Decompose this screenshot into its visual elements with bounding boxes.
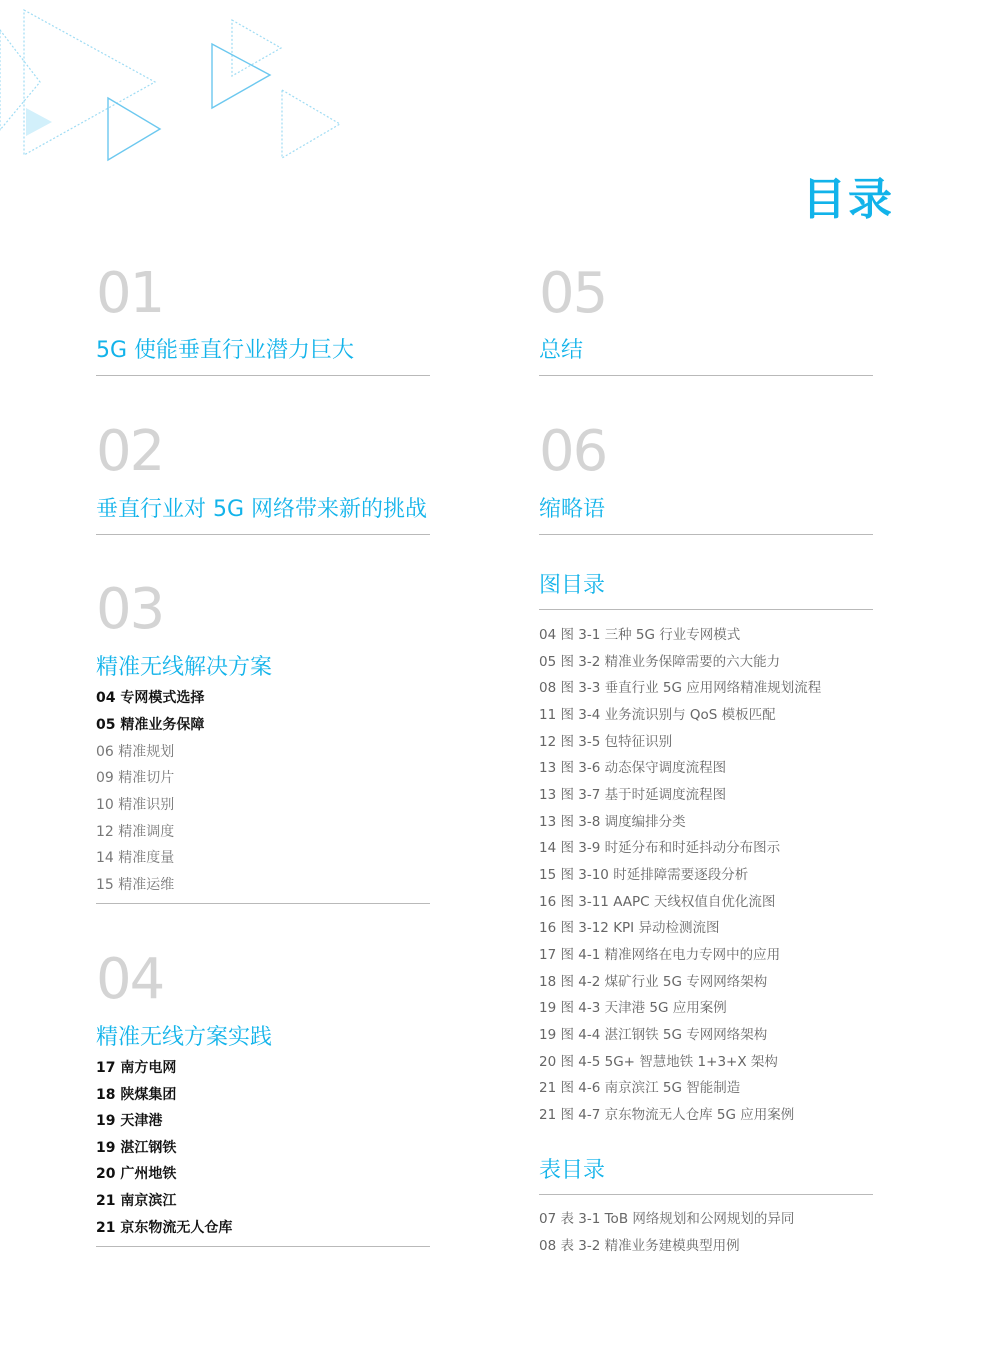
figure-item[interactable]: 17 图 4-1 精准网络在电力专网中的应用 — [539, 947, 781, 963]
figure-item[interactable]: 13 图 3-8 调度编排分类 — [539, 814, 686, 830]
section-number-01: 01 — [96, 261, 164, 326]
figure-item[interactable]: 13 图 3-7 基于时延调度流程图 — [539, 787, 727, 803]
toc-item[interactable]: 21 京东物流无人仓库 — [96, 1220, 233, 1236]
table-item[interactable]: 07 表 3-1 ToB 网络规划和公网规划的异同 — [539, 1211, 795, 1227]
figure-item[interactable]: 15 图 3-10 时延排障需要逐段分析 — [539, 867, 749, 883]
figure-item[interactable]: 19 图 4-3 天津港 5G 应用案例 — [539, 1000, 727, 1016]
section-number-05: 05 — [539, 261, 607, 326]
section-number-06: 06 — [539, 419, 607, 484]
toc-item[interactable]: 14 精准度量 — [96, 850, 175, 866]
figure-item[interactable]: 08 图 3-3 垂直行业 5G 应用网络精准规划流程 — [539, 680, 822, 696]
figure-item[interactable]: 18 图 4-2 煤矿行业 5G 专网网络架构 — [539, 974, 768, 990]
figure-item[interactable]: 19 图 4-4 湛江钢铁 5G 专网网络架构 — [539, 1027, 768, 1043]
figure-item[interactable]: 20 图 4-5 5G+ 智慧地铁 1+3+X 架构 — [539, 1054, 778, 1070]
tables-title[interactable]: 表目录 — [539, 1158, 606, 1183]
figure-item[interactable]: 04 图 3-1 三种 5G 行业专网模式 — [539, 627, 741, 643]
figure-item[interactable]: 16 图 3-12 KPI 异动检测流图 — [539, 920, 720, 936]
toc-item[interactable]: 19 天津港 — [96, 1113, 163, 1129]
section-number-02: 02 — [96, 419, 164, 484]
divider — [539, 1194, 873, 1195]
toc-item[interactable]: 17 南方电网 — [96, 1060, 177, 1076]
figure-item[interactable]: 21 图 4-7 京东物流无人仓库 5G 应用案例 — [539, 1107, 795, 1123]
toc-item[interactable]: 12 精准调度 — [96, 824, 175, 840]
toc-item[interactable]: 04 专网模式选择 — [96, 690, 205, 706]
section-title-06[interactable]: 缩略语 — [539, 497, 606, 522]
divider — [96, 375, 430, 376]
figure-item[interactable]: 12 图 3-5 包特征识别 — [539, 734, 673, 750]
divider — [96, 903, 430, 904]
table-item[interactable]: 08 表 3-2 精准业务建模典型用例 — [539, 1238, 740, 1254]
toc-item[interactable]: 18 陕煤集团 — [96, 1087, 177, 1103]
toc-item[interactable]: 10 精准识别 — [96, 797, 175, 813]
figure-item[interactable]: 13 图 3-6 动态保守调度流程图 — [539, 760, 727, 776]
toc-item[interactable]: 20 广州地铁 — [96, 1166, 177, 1182]
toc-item[interactable]: 15 精准运维 — [96, 877, 175, 893]
figure-item[interactable]: 05 图 3-2 精准业务保障需要的六大能力 — [539, 654, 781, 670]
section-title-03[interactable]: 精准无线解决方案 — [96, 655, 273, 680]
divider — [96, 1246, 430, 1247]
figures-title[interactable]: 图目录 — [539, 573, 606, 598]
section-title-04[interactable]: 精准无线方案实践 — [96, 1025, 273, 1050]
figure-item[interactable]: 11 图 3-4 业务流识别与 QoS 模板匹配 — [539, 707, 776, 723]
toc-item[interactable]: 19 湛江钢铁 — [96, 1140, 177, 1156]
section-number-03: 03 — [96, 577, 164, 642]
toc-item[interactable]: 05 精准业务保障 — [96, 717, 205, 733]
divider — [539, 609, 873, 610]
section-title-02[interactable]: 垂直行业对 5G 网络带来新的挑战 — [96, 497, 428, 522]
divider — [539, 534, 873, 535]
toc-item[interactable]: 06 精准规划 — [96, 744, 175, 760]
section-title-05[interactable]: 总结 — [539, 338, 584, 363]
figure-item[interactable]: 16 图 3-11 AAPC 天线权值自优化流图 — [539, 894, 776, 910]
figure-item[interactable]: 14 图 3-9 时延分布和时延抖动分布图示 — [539, 840, 781, 856]
section-number-04: 04 — [96, 947, 164, 1012]
decorative-triangles — [0, 0, 360, 200]
toc-item[interactable]: 21 南京滨江 — [96, 1193, 177, 1209]
divider — [96, 534, 430, 535]
figure-item[interactable]: 21 图 4-6 南京滨江 5G 智能制造 — [539, 1080, 741, 1096]
divider — [539, 375, 873, 376]
toc-item[interactable]: 09 精准切片 — [96, 770, 175, 786]
section-title-01[interactable]: 5G 使能垂直行业潜力巨大 — [96, 338, 355, 363]
page-title: 目录 — [802, 174, 894, 225]
